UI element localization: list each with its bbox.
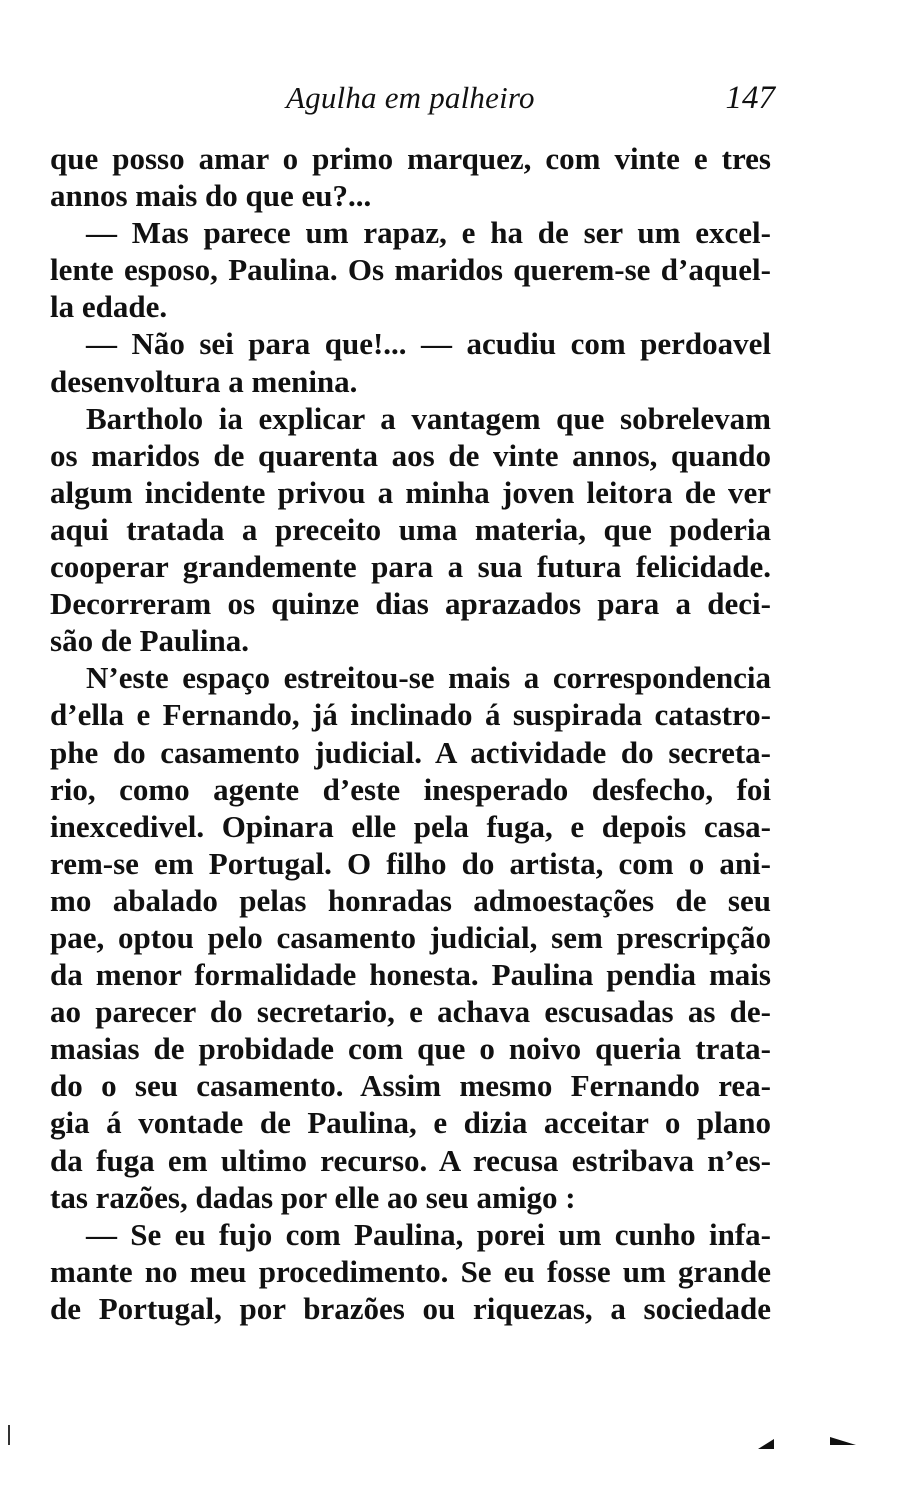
- text-line: — Mas parece um rapaz, e ha de ser um excel-: [86, 215, 771, 251]
- text-line: d’ella e Fernando, já inclinado á suspirada catastro-: [50, 697, 771, 733]
- scan-artifact-right-2: [830, 1437, 856, 1445]
- text-line: pae, optou pelo casamento judicial, sem prescripção: [50, 919, 771, 955]
- text-line: da menor formalidade honesta. Paulina pendia mais: [50, 957, 771, 993]
- text-line: — Se eu fujo com Paulina, porei um cunho infa-: [86, 1216, 771, 1252]
- text-line: mo abalado pelas honradas admoestações de seu: [50, 882, 771, 918]
- body-text: [50, 140, 771, 1327]
- text-line: mante no meu procedimento. Se eu fosse um grande: [50, 1253, 771, 1289]
- text-line: aqui tratada a preceito uma materia, que poderia: [50, 511, 771, 547]
- text-line: os maridos de quarenta aos de vinte annos, quando: [50, 437, 771, 473]
- text-line: cooperar grandemente para a sua futura felicidade.: [50, 549, 771, 585]
- text-line: la edade.: [50, 289, 168, 325]
- text-line: Bartholo ia explicar a vantagem que sobrelevam: [86, 400, 771, 436]
- text-line: inexcedivel. Opinara elle pela fuga, e depois casa-: [50, 808, 771, 844]
- text-line: Decorreram os quinze dias aprazados para a deci-: [50, 586, 771, 622]
- page-header: [50, 80, 775, 124]
- text-line: que posso amar o primo marquez, com vinte e tres: [50, 141, 771, 176]
- text-line: algum incidente privou a minha joven leitora de ver: [50, 474, 771, 510]
- text-line: lente esposo, Paulina. Os maridos querem-se d’aquel-: [50, 252, 771, 288]
- text-line: tas razões, dadas por elle ao seu amigo :: [50, 1179, 576, 1215]
- text-line: rem-se em Portugal. O filho do artista, com o ani-: [50, 845, 771, 881]
- scan-artifact-left: [8, 1425, 10, 1445]
- running-title: Agulha em palheiro: [286, 80, 535, 115]
- text-line: ao parecer do secretario, e achava escusadas as de-: [50, 994, 771, 1030]
- text-line: masias de probidade com que o noivo queria trata-: [50, 1031, 771, 1067]
- text-line: rio, como agente d’este inesperado desfecho, foi: [50, 771, 771, 807]
- text-line: gia á vontade de Paulina, e dizia acceitar o plano: [50, 1105, 771, 1141]
- text-line: annos mais do que eu?...: [50, 178, 372, 214]
- text-line: de Portugal, por brazões ou riquezas, a sociedade: [50, 1290, 771, 1326]
- page-number: 147: [725, 80, 775, 116]
- text-line: desenvoltura a menina.: [50, 363, 358, 399]
- text-line: — Não sei para que!... — acudiu com perdoavel: [86, 326, 771, 362]
- text-line: phe do casamento judicial. A actividade do secreta-: [50, 734, 771, 770]
- text-line: N’este espaço estreitou-se mais a correspondencia: [86, 660, 771, 696]
- text-line: do o seu casamento. Assim mesmo Fernando rea-: [50, 1068, 771, 1104]
- scan-artifact-right-1: [758, 1439, 774, 1449]
- text-line: da fuga em ultimo recurso. A recusa estribava n’es-: [50, 1142, 771, 1178]
- text-line: são de Paulina.: [50, 623, 249, 659]
- scan-marks: [0, 1425, 900, 1455]
